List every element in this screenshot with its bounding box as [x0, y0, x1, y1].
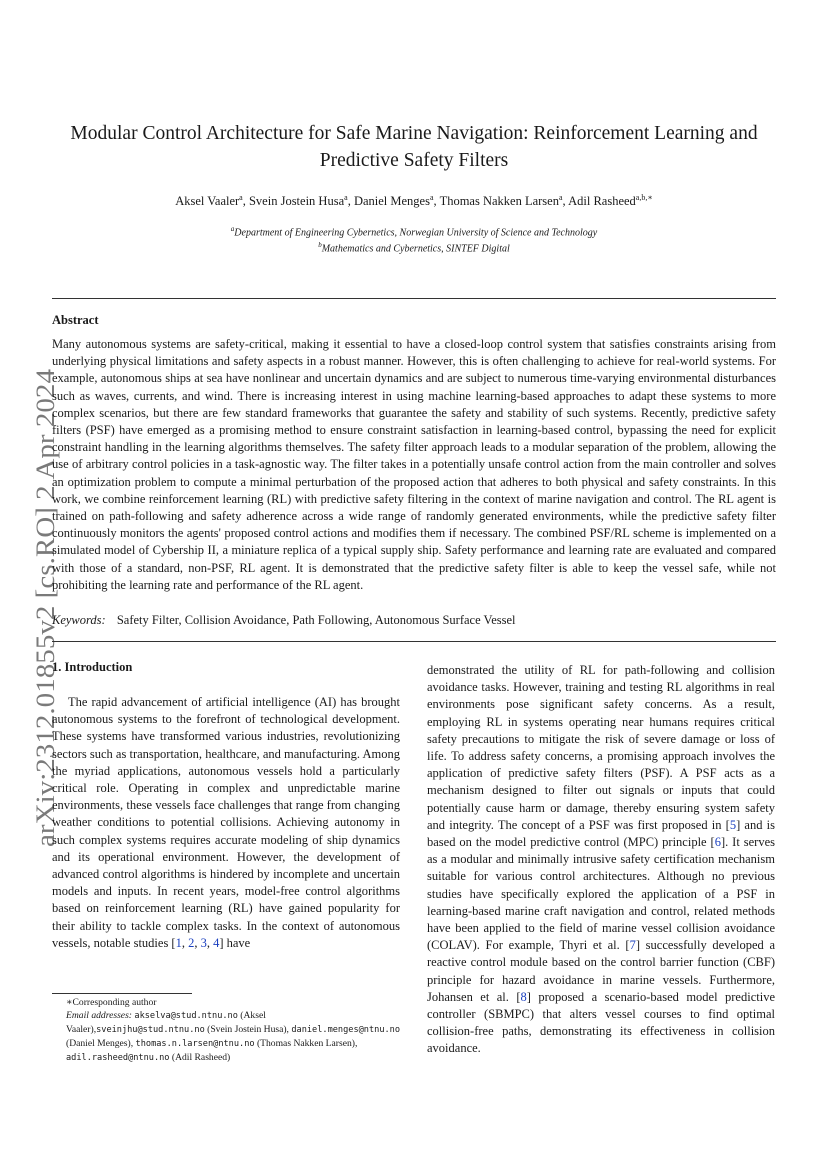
- body-text: ,: [206, 935, 214, 950]
- affiliation-text: Mathematics and Cybernetics, SINTEF Digital: [321, 243, 510, 255]
- footnote-rule: [52, 993, 192, 994]
- email-address: adil.rasheed@ntnu.no: [66, 1053, 170, 1063]
- section-heading: 1. Introduction: [52, 660, 133, 674]
- affiliation-line: [52, 223, 776, 239]
- body-text: ,: [194, 935, 201, 950]
- author-affiliation-mark: a: [344, 193, 348, 202]
- title-line-2: Predictive Safety Filters: [319, 150, 509, 171]
- author-name: Aksel Vaaler: [175, 194, 240, 209]
- email-owner: (Svein Jostein Husa),: [204, 1024, 292, 1035]
- affiliation-text: Department of Engineering Cybernetics, Norwegian University of Science and Technology: [234, 227, 598, 239]
- bottom-rule: [52, 641, 776, 642]
- citation-link[interactable]: 3: [200, 935, 207, 950]
- author-name: Adil Rasheed: [568, 194, 636, 209]
- citation-link[interactable]: 1: [175, 935, 182, 950]
- author-name: Thomas Nakken Larsen: [439, 194, 559, 209]
- body-text: ,: [181, 935, 189, 950]
- email-owner: (Adil Rasheed): [169, 1052, 231, 1063]
- email-addresses: [52, 1009, 400, 1065]
- email-owner: (Thomas Nakken Larsen),: [254, 1038, 358, 1049]
- email-label: Email addresses:: [66, 1010, 132, 1021]
- email-address: akselva@stud.ntnu.no: [134, 1011, 238, 1021]
- email-owner: (Daniel Menges),: [66, 1038, 136, 1049]
- citation-link[interactable]: 7: [629, 938, 636, 953]
- body-text: ]. It serves as a modular and minimally intrusive safety certification mechanism suitable for various control architectures. Although no previous studies have specifically explored the application of a PSF in learning-based marine craft navigation and control, related methods have been applied to the field of marine vessel collision avoidance (COLAV). For example, Thyri et al. [: [427, 835, 775, 953]
- affiliation-mark: b: [318, 241, 322, 250]
- body-text: ] successfully developed a reactive control module based on the control barrier function (CBF) principle for hazard avoidance in marine vessels. Furthermore, Johansen et al. [: [427, 938, 775, 1004]
- author-name: Daniel Menges: [353, 194, 430, 209]
- body-text: demonstrated the utility of RL for path-following and collision avoidance tasks. However, training and testing RL algorithms in real environments pose significant safety concerns. As a result, employing RL in systems operating near humans requires critical safety precautions to mitigate the risk of severe damage or loss of life. To address safety concerns, a promising approach involves the application of predictive safety filters (PSF). A PSF acts as a mechanism designed to filter out signals or inputs that could potentially cause harm or damage, thereby ensuring system safety and integrity. The concept of a PSF was first proposed in [: [427, 663, 775, 832]
- abstract-heading: Abstract: [52, 313, 99, 327]
- title-line-1: Modular Control Architecture for Safe Marine Navigation: Reinforcement Learning and: [70, 123, 758, 144]
- email-owner: (Aksel Vaaler),: [66, 1010, 266, 1035]
- keywords-label: Keywords:: [52, 613, 106, 627]
- email-address: thomas.n.larsen@ntnu.no: [135, 1039, 255, 1049]
- affiliation-line: [52, 239, 776, 255]
- author-affiliation-mark: a: [429, 193, 434, 202]
- left-column-text: [52, 694, 400, 952]
- author-affiliation-mark: a: [558, 193, 563, 202]
- arxiv-stamp-text: arXiv:2312.01855v2 [cs.RO] 2 Apr 2024: [31, 419, 60, 847]
- keywords-text: Safety Filter, Collision Avoidance, Path Following, Autonomous Surface Vessel: [116, 613, 516, 627]
- corresponding-author-note: ∗Corresponding author: [66, 997, 157, 1008]
- body-text: ] have: [219, 935, 251, 950]
- footnote: [52, 996, 400, 1065]
- affiliation-mark: a: [230, 225, 235, 233]
- body-text: The rapid advancement of artificial intelligence (AI) has brought autonomous systems to the forefront of technological development. These systems have transformed various industries, revolutionizing sectors such as transportation, healthcare, and manufacturing. Among the myriad applications, autonomous vessels hold a particularly critical role. Operating in complex and unpredictable marine environments, these vessels face challenges that range from changing weather conditions to potential collisions. Achieving autonomy in such complex systems requires accurate modeling of ship dynamics and its operational environment. However, the development of advanced control algorithms is hindered by incomplete and uncertain models and inputs. In recent years, model-free control algorithms based on reinforcement learning (RL) have gained popularity for their ability to tackle complex tasks. In the context of autonomous vessels, notable studies [: [52, 695, 400, 950]
- email-address: daniel.menges@ntnu.no: [291, 1025, 401, 1035]
- author-name: Svein Jostein Husa: [248, 194, 345, 209]
- body-text: ] and is based on the model predictive control (MPC) principle [: [427, 817, 775, 850]
- author-list: Aksel Vaaler$^a$, Svein Jostein Husa$^a$, Daniel Menges$^a$, Thomas Nakken Larsen$^a$, Adil Rasheed$^{a,b,∗}$: [175, 193, 653, 209]
- email-address: sveinjhu@stud.ntnu.no: [96, 1025, 205, 1035]
- paper-title: [52, 120, 776, 174]
- author-affiliation-mark: a,b,∗: [635, 193, 653, 202]
- affiliations: [52, 223, 776, 256]
- abstract-text: Many autonomous systems are safety-critical, making it essential to have a closed-loop control system that satisfies constraints arising from underlying physical limitations and safety aspects in a robust manner. However, this is often challenging to achieve for real-world systems. For example, autonomous ships at sea have nonlinear and uncertain dynamics and are subject to numerous time-varying environmental disturbances such as waves, currents, and wind. There is increasing interest in using machine learning-based approaches to adapt these systems to more complex scenarios, but there are few standard frameworks that guarantee the safety and stability of such systems. Recently, predictive safety filters (PSF) have emerged as a promising method to ensure constraint satisfaction in learning-based control, bypassing the need for explicit constraint handling in the learning algorithms themselves. The safety filter approach leads to a modular separation of the problem, allowing the use of arbitrary control policies in a task-agnostic way. The filter takes in a potentially unsafe control action from the main controller and solves an optimization problem to compute a minimal perturbation of the proposed action that adheres to both physical and safety constraints. In this work, we combine reinforcement learning (RL) with predictive safety filtering in the context of marine navigation and control. The RL agent is trained on path-following and safety adherence across a wide range of randomly generated environments, while the predictive safety filter continuously monitors the agents' proposed control actions and modifies them if necessary. The combined PSF/RL scheme is implemented on a simulated model of Cybership II, a miniature replica of a typical supply ship. Safety performance and learning rate are evaluated and compared with those of a standard, non-PSF, RL agent. It is demonstrated that the predictive safety filter is able to keep the vessel safe, while not prohibiting the learning rate and performance of the RL agent.: [52, 337, 776, 592]
- right-column-text: [427, 662, 775, 1058]
- top-rule: [52, 298, 776, 299]
- author-affiliation-mark: a: [239, 193, 243, 202]
- citation-link[interactable]: 8: [520, 989, 527, 1004]
- citation-link[interactable]: 5: [729, 817, 737, 832]
- citation-link[interactable]: 4: [213, 935, 220, 950]
- keywords-line: [52, 613, 516, 628]
- citation-link[interactable]: 2: [188, 935, 195, 950]
- citation-link[interactable]: 6: [714, 835, 721, 850]
- body-text: ] proposed a scenario-based model predictive controller (SBMPC) that alters vessel courses to find optimal collision-free paths, demonstrating its effectiveness in collision avoidance.: [427, 989, 775, 1056]
